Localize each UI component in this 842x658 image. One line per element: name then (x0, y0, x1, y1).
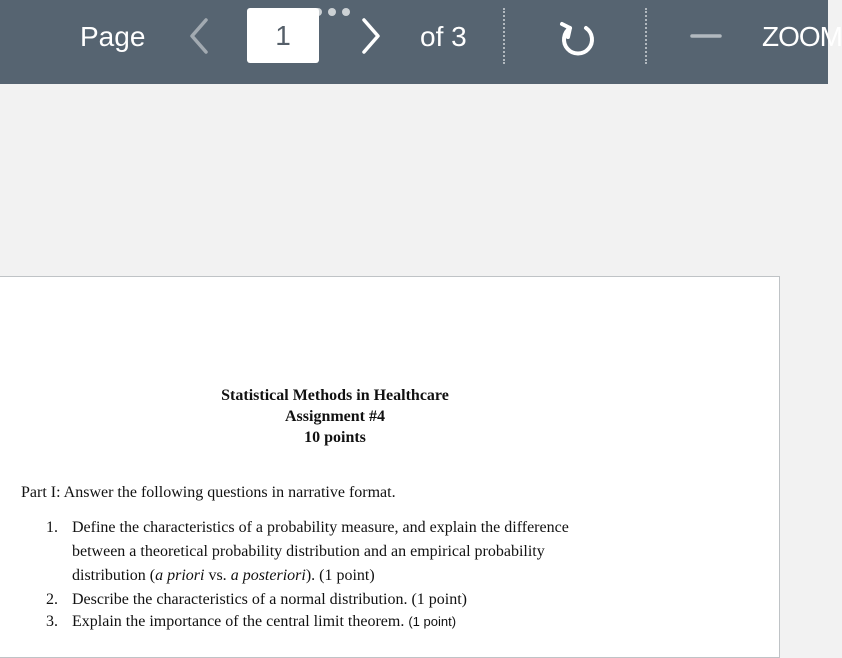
question-text-line: Define the characteristics of a probability measure, and explain the difference (72, 519, 569, 536)
italic-term: a priori (155, 567, 205, 584)
document-header (0, 385, 671, 448)
question-text-segment: Explain the importance of the central limit theorem. (72, 613, 405, 630)
toolbar-divider (503, 8, 505, 64)
question-text-line: between a theoretical probability distribution and an empirical probability (72, 543, 545, 560)
document-points: 10 points (304, 429, 366, 446)
page-number-input[interactable] (247, 8, 319, 63)
question-text: Describe the characteristics of a normal distribution. (1 point) (72, 591, 467, 608)
part-one-instructions: Part I: Answer the following questions in narrative format. (21, 484, 396, 501)
question-points: (1 point) (408, 614, 457, 629)
question-text-segment: distribution ( (72, 567, 156, 584)
chevron-right-icon[interactable] (356, 14, 386, 58)
chevron-left-icon[interactable] (184, 14, 214, 58)
document-subtitle: Assignment #4 (284, 408, 385, 425)
rotate-icon[interactable] (556, 16, 600, 60)
page-label: Page (80, 21, 146, 52)
italic-term: a posteriori (230, 567, 306, 584)
question-text (72, 611, 672, 633)
question-number: 3. (46, 613, 58, 630)
zoom-label[interactable]: ZOOM (762, 21, 842, 52)
question-number: 1. (46, 519, 58, 536)
question-text-segment: ). (1 point) (305, 567, 375, 584)
question-text-segment: vs. (204, 567, 231, 584)
pdf-toolbar (0, 0, 842, 84)
document-title: Statistical Methods in Healthcare (221, 387, 449, 404)
page-count-label: of 3 (420, 21, 467, 52)
minus-icon[interactable] (686, 14, 726, 58)
toolbar-divider (645, 8, 647, 64)
more-dots-icon[interactable] (312, 5, 356, 19)
question-number: 2. (46, 591, 58, 608)
document-page (0, 276, 780, 658)
question-text-line (72, 565, 672, 587)
